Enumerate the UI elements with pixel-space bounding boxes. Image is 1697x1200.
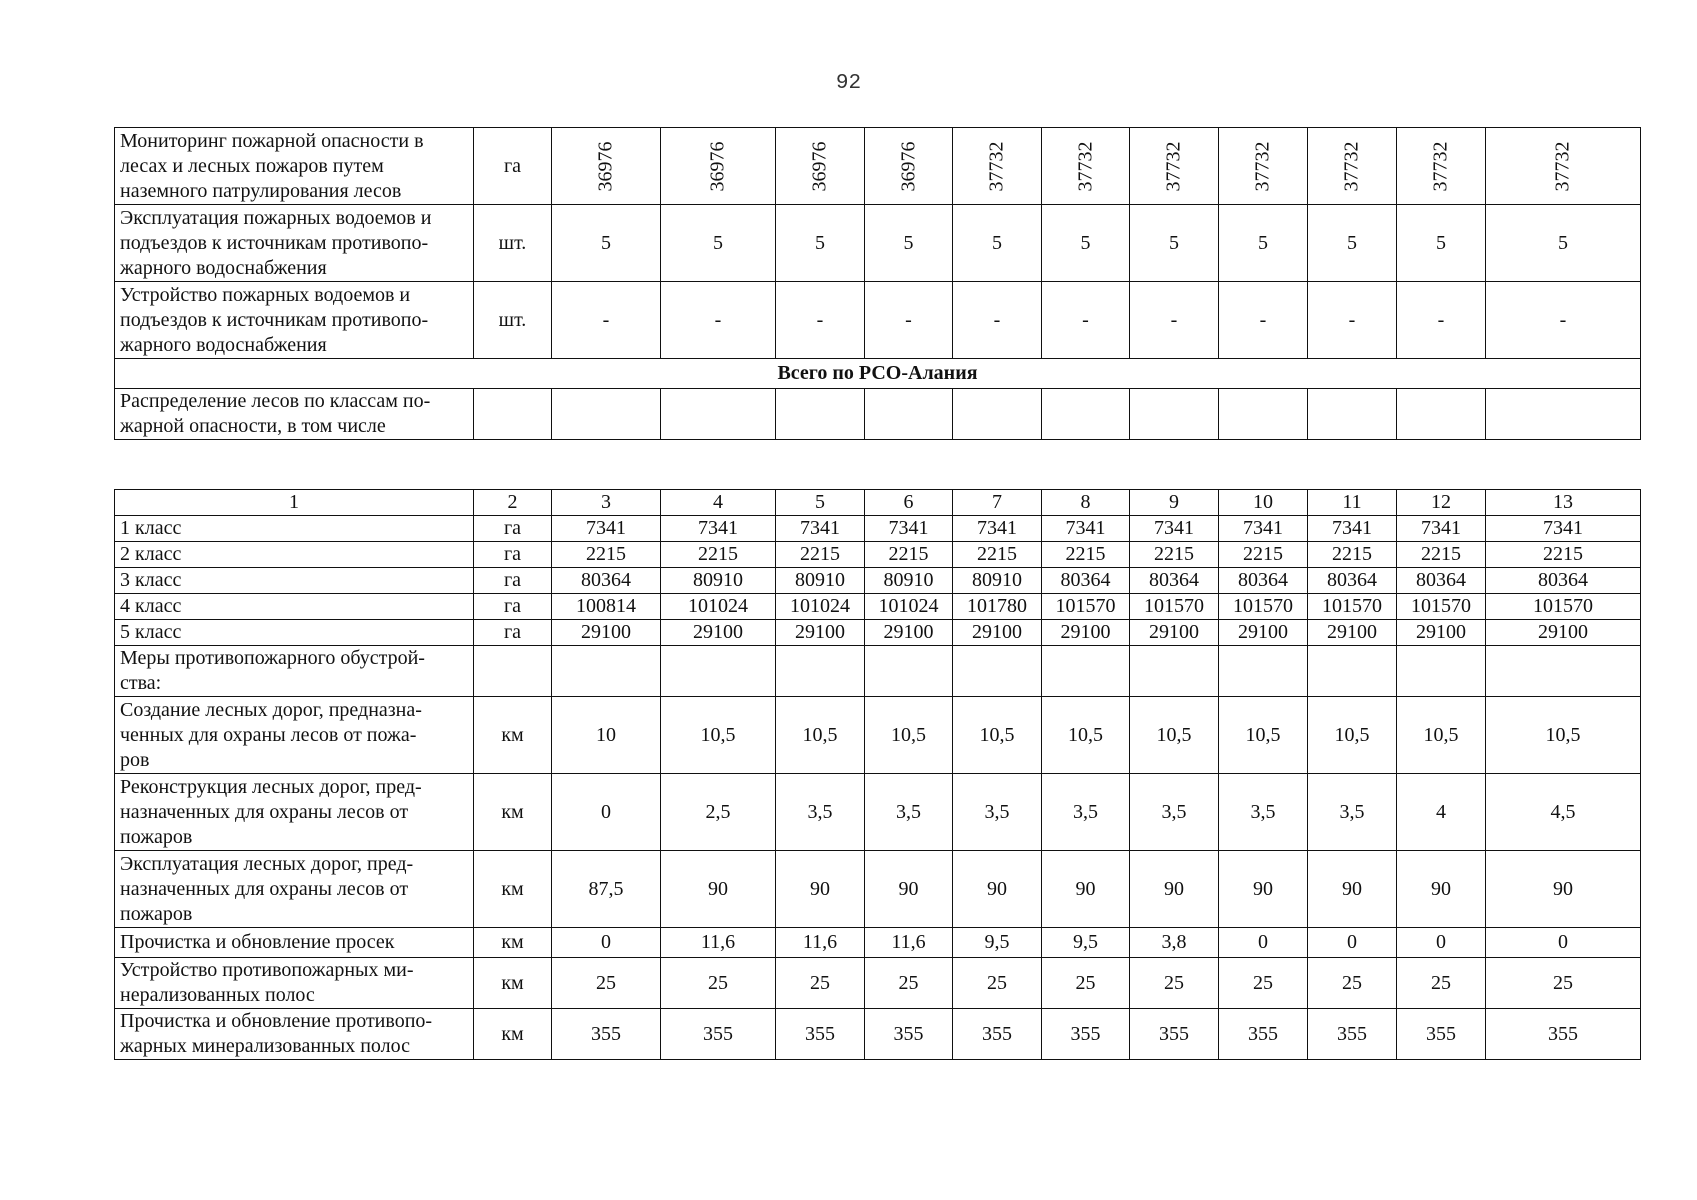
value-cell: 29100 <box>1130 620 1219 646</box>
forest-fire-table-main <box>114 489 1641 1060</box>
value-cell: 100814 <box>552 594 661 620</box>
value-cell: 355 <box>1397 1009 1486 1060</box>
value-cell: 10,5 <box>1308 697 1397 774</box>
table-row <box>115 128 1641 205</box>
value-cell: 25 <box>953 958 1042 1009</box>
row-name-line: подъездов к источникам противопо- <box>120 231 429 254</box>
value-cell: - <box>1308 282 1397 359</box>
value-cell: 90 <box>865 851 953 928</box>
value-cell: 80364 <box>1042 568 1130 594</box>
column-number-cell: 11 <box>1308 490 1397 516</box>
row-name-line: нерализованных полос <box>120 984 315 1006</box>
value-cell: 3,5 <box>1308 774 1397 851</box>
value-cell: 80364 <box>1219 568 1308 594</box>
row-name-line: назначенных для охраны лесов от <box>120 877 409 900</box>
value-cell: 11,6 <box>865 928 953 958</box>
column-number-row <box>115 490 1641 516</box>
column-number-cell: 10 <box>1219 490 1308 516</box>
value-cell <box>552 646 661 697</box>
value-cell: 7341 <box>776 516 865 542</box>
row-name-cell: 2 класс <box>115 542 474 568</box>
value-cell: 9,5 <box>953 928 1042 958</box>
row-name-cell <box>115 205 474 282</box>
value-cell: 25 <box>1042 958 1130 1009</box>
value-cell: 25 <box>865 958 953 1009</box>
value-cell <box>865 128 953 205</box>
value-cell <box>776 646 865 697</box>
value-cell: 29100 <box>661 620 776 646</box>
value-cell: 29100 <box>552 620 661 646</box>
value-cell: 7341 <box>1130 516 1219 542</box>
unit-cell <box>474 646 552 697</box>
value-text: 37732 <box>1074 141 1096 191</box>
unit-cell: шт. <box>474 205 552 282</box>
value-cell: 0 <box>1486 928 1641 958</box>
value-cell <box>661 128 776 205</box>
value-cell: 101570 <box>1486 594 1641 620</box>
value-cell: - <box>953 282 1042 359</box>
table-row <box>115 851 1641 928</box>
unit-cell: км <box>474 928 552 958</box>
value-cell: 5 <box>661 205 776 282</box>
value-cell: 80910 <box>776 568 865 594</box>
section-title: Всего по РСО-Алания <box>115 359 1641 389</box>
value-cell: 3,5 <box>1219 774 1308 851</box>
value-cell: 355 <box>1308 1009 1397 1060</box>
value-cell: 101024 <box>776 594 865 620</box>
row-name-line: подъездов к источникам противопо- <box>120 308 429 331</box>
value-cell: 2215 <box>1130 542 1219 568</box>
value-cell: 90 <box>1130 851 1219 928</box>
value-cell: 10,5 <box>661 697 776 774</box>
value-cell: 2215 <box>953 542 1042 568</box>
value-cell <box>1486 646 1641 697</box>
unit-cell: км <box>474 697 552 774</box>
value-cell <box>953 389 1042 440</box>
unit-cell: га <box>474 568 552 594</box>
value-cell: 7341 <box>1042 516 1130 542</box>
value-text: 37732 <box>1251 141 1274 191</box>
value-cell: 80364 <box>1397 568 1486 594</box>
value-cell: 5 <box>1486 205 1641 282</box>
value-cell: 7341 <box>1219 516 1308 542</box>
value-cell: 25 <box>1219 958 1308 1009</box>
value-cell: 5 <box>1130 205 1219 282</box>
unit-cell: га <box>474 128 552 205</box>
unit-cell: га <box>474 542 552 568</box>
value-text: 36976 <box>808 141 831 191</box>
value-cell <box>1308 128 1397 205</box>
unit-cell: км <box>474 774 552 851</box>
value-cell <box>1308 646 1397 697</box>
value-cell: 2215 <box>1308 542 1397 568</box>
value-cell: 2215 <box>776 542 865 568</box>
value-cell: 355 <box>865 1009 953 1060</box>
value-cell: 80364 <box>1130 568 1219 594</box>
value-cell: 90 <box>1042 851 1130 928</box>
value-cell <box>1397 646 1486 697</box>
value-cell: 3,8 <box>1130 928 1219 958</box>
value-cell: - <box>1042 282 1130 359</box>
column-number-cell: 7 <box>953 490 1042 516</box>
value-cell: 101570 <box>1219 594 1308 620</box>
unit-cell: км <box>474 1009 552 1060</box>
table-row <box>115 646 1641 697</box>
value-cell: 80364 <box>1308 568 1397 594</box>
value-text: 37732 <box>1162 141 1185 191</box>
value-cell <box>1130 389 1219 440</box>
row-name-line: ченных для охраны лесов от пожа- <box>120 723 417 746</box>
value-cell: - <box>1486 282 1641 359</box>
column-number-cell: 8 <box>1042 490 1130 516</box>
value-cell: - <box>552 282 661 359</box>
value-cell: - <box>1219 282 1308 359</box>
row-name-line: жарного водоснабжения <box>120 256 327 279</box>
value-cell <box>1219 389 1308 440</box>
value-cell: 101570 <box>1042 594 1130 620</box>
value-cell <box>552 389 661 440</box>
value-cell: 5 <box>1042 205 1130 282</box>
unit-cell: км <box>474 851 552 928</box>
value-cell: 2215 <box>552 542 661 568</box>
row-name-line: пожаров <box>120 825 193 848</box>
value-cell: 7341 <box>1308 516 1397 542</box>
value-cell <box>1486 389 1641 440</box>
row-name-line: лесах и лесных пожаров путем <box>120 154 384 177</box>
value-cell: 9,5 <box>1042 928 1130 958</box>
unit-cell: км <box>474 958 552 1009</box>
value-cell: 5 <box>953 205 1042 282</box>
value-cell: 4,5 <box>1486 774 1641 851</box>
row-name-cell <box>115 128 474 205</box>
value-cell: 90 <box>953 851 1042 928</box>
value-cell <box>865 389 953 440</box>
value-cell: 29100 <box>1219 620 1308 646</box>
value-cell: 3,5 <box>1130 774 1219 851</box>
row-name-line: Эксплуатация лесных дорог, пред- <box>120 852 414 875</box>
column-number-cell: 6 <box>865 490 953 516</box>
value-cell: 355 <box>1486 1009 1641 1060</box>
value-cell: 7341 <box>953 516 1042 542</box>
value-cell <box>865 646 953 697</box>
row-name-cell: 1 класс <box>115 516 474 542</box>
row-name-cell <box>115 282 474 359</box>
column-number-cell: 13 <box>1486 490 1641 516</box>
value-cell <box>1130 128 1219 205</box>
value-cell: 355 <box>776 1009 865 1060</box>
row-name-cell <box>115 697 474 774</box>
value-cell <box>552 128 661 205</box>
value-text: 37732 <box>1429 141 1452 191</box>
value-cell <box>1042 389 1130 440</box>
value-cell: 10,5 <box>1486 697 1641 774</box>
value-cell: 90 <box>1486 851 1641 928</box>
table-row <box>115 928 1641 958</box>
value-text: 36976 <box>897 141 919 191</box>
value-cell: 101570 <box>1397 594 1486 620</box>
value-cell: 3,5 <box>1042 774 1130 851</box>
value-text: 36976 <box>706 141 729 191</box>
value-cell: 101024 <box>661 594 776 620</box>
value-cell: 355 <box>661 1009 776 1060</box>
unit-cell: га <box>474 516 552 542</box>
value-cell <box>1219 646 1308 697</box>
column-number-cell: 4 <box>661 490 776 516</box>
value-cell: 10,5 <box>865 697 953 774</box>
value-cell <box>1486 128 1641 205</box>
value-cell: 11,6 <box>776 928 865 958</box>
value-cell: 29100 <box>1308 620 1397 646</box>
table-row <box>115 594 1641 620</box>
table-row <box>115 542 1641 568</box>
value-cell: 7341 <box>865 516 953 542</box>
value-cell: 101780 <box>953 594 1042 620</box>
value-cell: 90 <box>1397 851 1486 928</box>
row-name-cell: 4 класс <box>115 594 474 620</box>
value-cell: 7341 <box>1486 516 1641 542</box>
section-row <box>115 359 1641 389</box>
row-name-cell: 5 класс <box>115 620 474 646</box>
value-cell <box>661 389 776 440</box>
value-cell: - <box>661 282 776 359</box>
value-cell: 25 <box>1130 958 1219 1009</box>
value-cell: 90 <box>1219 851 1308 928</box>
value-cell: 0 <box>552 774 661 851</box>
value-cell: 2215 <box>865 542 953 568</box>
unit-cell: шт. <box>474 282 552 359</box>
value-cell <box>953 646 1042 697</box>
row-name-line: Прочистка и обновление просек <box>120 931 395 953</box>
table-row <box>115 282 1641 359</box>
value-cell: 2215 <box>661 542 776 568</box>
value-text: 36976 <box>594 141 617 191</box>
value-cell: 101024 <box>865 594 953 620</box>
value-cell: - <box>776 282 865 359</box>
value-cell: - <box>1130 282 1219 359</box>
value-cell <box>1397 389 1486 440</box>
row-name-cell <box>115 958 474 1009</box>
value-cell <box>1130 646 1219 697</box>
column-number-cell: 9 <box>1130 490 1219 516</box>
unit-cell <box>474 389 552 440</box>
value-cell <box>776 128 865 205</box>
value-cell: 80910 <box>953 568 1042 594</box>
value-cell: 25 <box>1308 958 1397 1009</box>
value-cell: 3,5 <box>865 774 953 851</box>
value-cell: 10,5 <box>1130 697 1219 774</box>
value-cell: 10,5 <box>953 697 1042 774</box>
column-number-cell: 3 <box>552 490 661 516</box>
value-text: 37732 <box>985 141 1008 191</box>
value-cell <box>1219 128 1308 205</box>
value-cell: 5 <box>865 205 953 282</box>
value-cell: 25 <box>1486 958 1641 1009</box>
column-number-cell: 1 <box>115 490 474 516</box>
value-cell: 29100 <box>1397 620 1486 646</box>
value-cell: 5 <box>1308 205 1397 282</box>
table-row <box>115 697 1641 774</box>
table-row <box>115 620 1641 646</box>
value-cell: 10,5 <box>1042 697 1130 774</box>
row-name-line: назначенных для охраны лесов от <box>120 800 409 823</box>
row-name-line: жарных минерализованных полос <box>120 1035 410 1057</box>
value-cell: 80364 <box>552 568 661 594</box>
row-name-cell <box>115 851 474 928</box>
value-text: 37732 <box>1551 141 1574 191</box>
row-name-line: пожаров <box>120 902 193 925</box>
value-cell: 0 <box>1308 928 1397 958</box>
value-cell: 5 <box>1397 205 1486 282</box>
row-name-line: наземного патрулирования лесов <box>120 179 402 202</box>
value-cell: 29100 <box>1042 620 1130 646</box>
value-cell <box>1397 128 1486 205</box>
row-name-line: ров <box>120 748 150 771</box>
value-cell: 25 <box>661 958 776 1009</box>
value-cell: 10,5 <box>1397 697 1486 774</box>
value-cell: 355 <box>552 1009 661 1060</box>
value-cell: 2,5 <box>661 774 776 851</box>
value-cell: 7341 <box>661 516 776 542</box>
value-cell: 3,5 <box>953 774 1042 851</box>
row-name-cell <box>115 774 474 851</box>
value-cell: 29100 <box>953 620 1042 646</box>
value-cell <box>776 389 865 440</box>
row-name-cell <box>115 1009 474 1060</box>
value-cell: 80910 <box>865 568 953 594</box>
value-cell: 2215 <box>1397 542 1486 568</box>
value-cell <box>1042 646 1130 697</box>
value-cell: 10 <box>552 697 661 774</box>
table-row <box>115 774 1641 851</box>
row-name-line: Устройство пожарных водоемов и <box>120 283 411 306</box>
unit-cell: га <box>474 594 552 620</box>
row-name-cell <box>115 646 474 697</box>
value-cell: 29100 <box>776 620 865 646</box>
row-name-line: Эксплуатация пожарных водоемов и <box>120 206 432 229</box>
value-cell: 4 <box>1397 774 1486 851</box>
value-cell: - <box>1397 282 1486 359</box>
row-name-line: жарной опасности, в том числе <box>120 415 386 437</box>
value-cell: 10,5 <box>1219 697 1308 774</box>
value-cell: 25 <box>552 958 661 1009</box>
table-row <box>115 568 1641 594</box>
row-name-line: Меры противопожарного обустрой- <box>120 647 425 669</box>
value-cell: 90 <box>776 851 865 928</box>
value-cell <box>1042 128 1130 205</box>
value-cell: 0 <box>1219 928 1308 958</box>
value-cell <box>953 128 1042 205</box>
value-cell: 2215 <box>1486 542 1641 568</box>
value-cell: 355 <box>1130 1009 1219 1060</box>
value-cell: 25 <box>1397 958 1486 1009</box>
row-name-line: Устройство противопожарных ми- <box>120 959 414 981</box>
value-cell: 355 <box>1042 1009 1130 1060</box>
row-name-line: Реконструкция лесных дорог, пред- <box>120 775 422 798</box>
value-cell: 87,5 <box>552 851 661 928</box>
value-cell: 101570 <box>1130 594 1219 620</box>
column-number-cell: 12 <box>1397 490 1486 516</box>
value-cell: 29100 <box>865 620 953 646</box>
value-cell: 10,5 <box>776 697 865 774</box>
value-cell: 25 <box>776 958 865 1009</box>
table-row <box>115 516 1641 542</box>
row-name-line: Мониторинг пожарной опасности в <box>120 129 424 152</box>
value-cell: 2215 <box>1219 542 1308 568</box>
table-row <box>115 1009 1641 1060</box>
row-name-cell: 3 класс <box>115 568 474 594</box>
unit-cell: га <box>474 620 552 646</box>
value-cell: 11,6 <box>661 928 776 958</box>
table-row <box>115 205 1641 282</box>
value-cell: 5 <box>1219 205 1308 282</box>
row-name-line: жарного водоснабжения <box>120 333 327 356</box>
value-cell: 5 <box>552 205 661 282</box>
value-cell: - <box>865 282 953 359</box>
value-cell: 5 <box>776 205 865 282</box>
column-number-cell: 5 <box>776 490 865 516</box>
value-cell <box>1308 389 1397 440</box>
row-name-line: ства: <box>120 672 162 694</box>
row-name-cell <box>115 928 474 958</box>
forest-fire-table-top <box>114 127 1641 440</box>
row-name-line: Распределение лесов по классам по- <box>120 390 431 412</box>
value-cell: 29100 <box>1486 620 1641 646</box>
value-cell: 90 <box>1308 851 1397 928</box>
value-cell: 355 <box>1219 1009 1308 1060</box>
value-cell: 2215 <box>1042 542 1130 568</box>
value-cell: 90 <box>661 851 776 928</box>
value-cell: 0 <box>1397 928 1486 958</box>
value-cell: 3,5 <box>776 774 865 851</box>
page-number: 92 <box>835 72 862 95</box>
value-cell: 101570 <box>1308 594 1397 620</box>
row-name-line: Прочистка и обновление противопо- <box>120 1010 433 1032</box>
table-row <box>115 389 1641 440</box>
value-cell: 0 <box>552 928 661 958</box>
row-name-line: Создание лесных дорог, предназна- <box>120 698 422 721</box>
value-cell: 355 <box>953 1009 1042 1060</box>
table-row <box>115 958 1641 1009</box>
row-name-cell <box>115 389 474 440</box>
column-number-cell: 2 <box>474 490 552 516</box>
value-text: 37732 <box>1340 141 1363 191</box>
value-cell <box>661 646 776 697</box>
value-cell: 80910 <box>661 568 776 594</box>
value-cell: 7341 <box>1397 516 1486 542</box>
value-cell: 80364 <box>1486 568 1641 594</box>
value-cell: 7341 <box>552 516 661 542</box>
